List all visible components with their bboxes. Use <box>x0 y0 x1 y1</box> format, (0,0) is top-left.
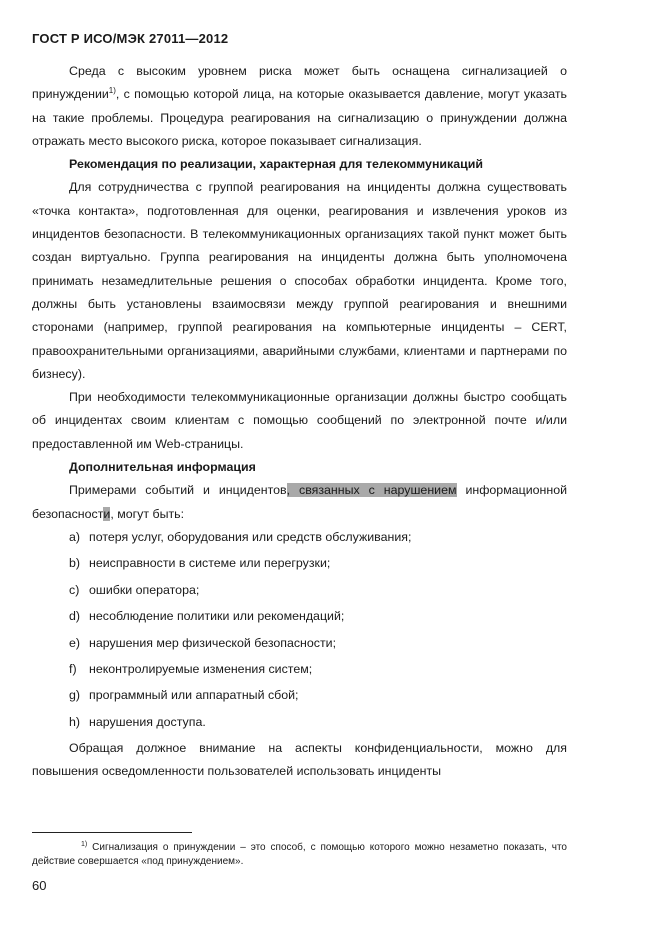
paragraph-privacy: Обращая должное внимание на аспекты конфиденциальности, можно для повышения осведомленности пользователей использовать инциденты <box>32 741 567 779</box>
page-body <box>32 60 567 784</box>
paragraph-customer-notification: При необходимости телекоммуникационные организации должны быстро сообщать об инцидентах своим клиентам с помощью сообщений по электронной почте и/или предоставленной им Web-страницы. <box>32 390 567 451</box>
list-item-text: ошибки оператора; <box>89 582 200 597</box>
list-item <box>32 684 567 707</box>
footnote-text: Сигнализация о принуждении – это способ, с помощью которого можно незаметно показать, что действие совершается «под принуждением». <box>32 842 567 867</box>
list-item-text: несоблюдение политики или рекомендаций; <box>89 609 345 624</box>
list-item <box>32 658 567 681</box>
footnote-marker: 1) <box>81 841 88 848</box>
list-marker: d) <box>69 609 81 624</box>
paragraph-text: Среда с высоким уровнем риска может быть оснащена сигнализацией о принуждении <box>32 64 567 102</box>
list-item-text: неисправности в системе или перегрузки; <box>89 556 331 571</box>
list-item-text: нарушения доступа. <box>89 714 206 729</box>
section-heading-other-info: Дополнительная информация <box>69 460 256 475</box>
section-heading-telecom-guidance: Рекомендация по реализации, характерная для телекоммуникаций <box>69 157 483 172</box>
list-marker: a) <box>69 529 81 544</box>
footnote-ref[interactable]: 1) <box>108 86 116 96</box>
text-cursor-highlight[interactable]: и <box>103 506 111 521</box>
list-item <box>32 711 567 734</box>
paragraph-duress-alarm <box>32 60 567 153</box>
list-item-text: неконтролируемые изменения систем; <box>89 661 313 676</box>
paragraph-text: информационной безопасност <box>32 483 568 521</box>
list-item-text: потеря услуг, оборудования или средств обслуживания; <box>89 529 412 544</box>
list-item <box>32 632 567 655</box>
paragraph-text: Примерами событий и инцидентов <box>69 483 287 498</box>
paragraph-text: , могут быть: <box>110 506 185 521</box>
list-item-text: нарушения мер физической безопасности; <box>89 635 337 650</box>
list-item <box>32 552 567 575</box>
list-marker: b) <box>69 556 81 571</box>
footnote-divider <box>32 832 192 833</box>
examples-list <box>32 526 567 734</box>
paragraph-point-of-contact: Для сотрудничества с группой реагирования на инциденты должна существовать «точка контакта», подготовленная для оценки, реагирования и извлечения уроков из инцидентов безопасности. В телекоммуникационных организациях такой пункт может быть создан виртуально. Группа реагирования на инциденты должна быть уполномочена принимать незамедлительные решения о способах обработки инцидента. Кроме того, должны быть установлены взаимосвязи между группой реагирования и внешними сторонами (например, группой реагирования на компьютерные инциденты – CERT, правоохранительными организациями, аварийными службами, клиентами и партнерами по бизнесу). <box>32 180 567 381</box>
list-item-text: программный или аппаратный сбой; <box>89 688 299 703</box>
footnote-indent <box>32 842 87 853</box>
list-marker: c) <box>69 582 80 597</box>
list-marker: g) <box>69 688 81 703</box>
document-header: ГОСТ Р ИСО/МЭК 27011—2012 <box>32 31 229 46</box>
page-number: 60 <box>32 878 47 893</box>
list-marker: f) <box>69 661 77 676</box>
paragraph-examples <box>32 479 567 526</box>
list-item <box>32 605 567 628</box>
list-marker: h) <box>69 714 81 729</box>
list-item <box>32 579 567 602</box>
footnote <box>32 841 567 869</box>
paragraph-text: , с помощью которой лица, на которые оказывается давление, могут указать на такие проблемы. Процедура реагирования на сигнализацию о принуждении должна отражать место высокого риска, которое показывает сигнализация. <box>32 87 567 148</box>
list-item <box>32 526 567 549</box>
text-highlight[interactable]: , связанных с нарушением <box>286 483 457 498</box>
list-marker: e) <box>69 635 81 650</box>
